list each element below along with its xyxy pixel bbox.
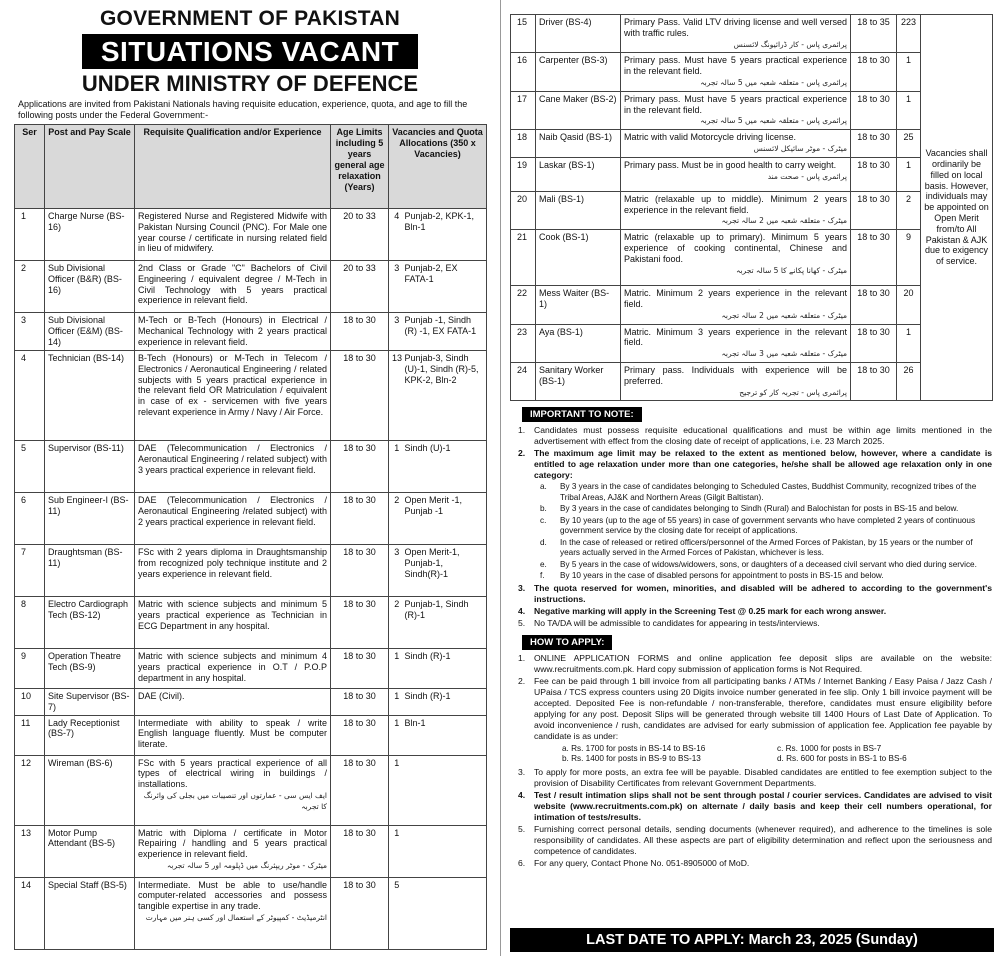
post-serial: 3 [15, 313, 45, 351]
post-vacancies: 3 [389, 261, 405, 313]
post-vacancies: 1 [897, 53, 921, 91]
post-age-limit: 18 to 30 [331, 755, 389, 825]
note-item: 3. The quota reserved for women, minorities, and disabled will be adhered to according to the government's instructions. [518, 582, 992, 604]
post-quota: Sindh (R)-1 [405, 689, 487, 716]
last-date-banner: LAST DATE TO APPLY: March 23, 2025 (Sunday) [510, 928, 994, 952]
post-quota [405, 877, 487, 949]
post-name: Electro Cardiograph Tech (BS-12) [45, 597, 135, 649]
post-quota: Bln-1 [405, 715, 487, 755]
post-quota: Sindh (U)-1 [405, 441, 487, 493]
post-quota: Punjab-3, Sindh (U)-1, Sindh (R)-5, KPK-2, Bln-2 [405, 351, 487, 441]
table-row [15, 493, 487, 545]
post-vacancies: 3 [389, 313, 405, 351]
post-name: Technician (BS-14) [45, 351, 135, 441]
age-relaxation-list [510, 482, 992, 582]
post-vacancies: 223 [897, 15, 921, 53]
post-serial: 4 [15, 351, 45, 441]
post-serial: 20 [511, 191, 536, 229]
post-serial: 2 [15, 261, 45, 313]
post-vacancies: 1 [897, 324, 921, 362]
left-column [14, 6, 486, 950]
fee-schedule [562, 744, 992, 765]
post-serial: 6 [15, 493, 45, 545]
table-row [15, 877, 487, 949]
post-age-limit: 18 to 30 [331, 825, 389, 877]
post-vacancies: 4 [389, 209, 405, 261]
post-age-limit: 18 to 30 [851, 324, 897, 362]
table-row [511, 53, 993, 91]
post-serial: 18 [511, 130, 536, 158]
post-vacancies: 1 [389, 689, 405, 716]
post-name: Cane Maker (BS-2) [536, 91, 621, 129]
post-age-limit: 18 to 30 [331, 597, 389, 649]
post-vacancies: 2 [897, 191, 921, 229]
post-quota: Punjab-1, Sindh (R)-1 [405, 597, 487, 649]
age-relaxation-item: c. By 10 years (up to the age of 55 years) in case of government servants who have completed 2 years of continuous government service by the closing date for receipt of applications. [540, 515, 976, 536]
post-vacancies: 1 [389, 715, 405, 755]
age-relaxation-item: e. By 5 years in the case of widows/widowers, sons, or daughters of a deceased civil servant who died during service. [540, 559, 977, 569]
urdu-translation: میٹرک - متعلقہ شعبہ میں 2 سالہ تجربہ [721, 310, 847, 320]
posts-table-right [510, 14, 993, 401]
post-name: Mess Waiter (BS-1) [536, 286, 621, 324]
apply-item: 2. Fee can be paid through 1 bill invoice from all participating banks / ATMs / Internet Banking / Easy Paisa / Jazz Cash / UPaisa / TCS express counters using 20 Digits invoice number generated in fee slip. Only 1 bill invoice payment will be accepted. Deposited Fee is non-refundable / non-transferable, therefore, candidates must ensure eligibility before applying for any post. Deposit Slips will be generated through website till 1400 Hours of Last Date of Application. To avoid inconvenience / rush, candidates are advised for early submission of application fee. Application fee payable by candidate is as under: [518, 675, 992, 741]
post-vacancies: 1 [389, 441, 405, 493]
post-qualification: Matric. Minimum 3 years experience in the relevant field. میٹرک - متعلقہ شعبہ میں 3 سالہ تجربہ [621, 324, 851, 362]
post-qualification: Primary pass. Must have 5 years practical experience in the relevant field. پرائمری پاس - متعلقہ شعبہ میں 5 سالہ تجربہ [621, 53, 851, 91]
post-name: Supervisor (BS-11) [45, 441, 135, 493]
header-vacancies: Vacancies and Quota Allocations (350 x Vacancies) [389, 125, 487, 209]
post-qualification: FSc with 5 years practical experience of all types of electrical wiring in buildings / installations. ایف ایس سی - عمارتوں اور تنصیبات میں بجلی کی وائرنگ کا تجربہ [135, 755, 331, 825]
table-row [15, 441, 487, 493]
post-quota [405, 825, 487, 877]
post-name: Draughtsman (BS-11) [45, 545, 135, 597]
header-age: Age Limits including 5 years general age relaxation (Years) [331, 125, 389, 209]
post-age-limit: 18 to 30 [331, 313, 389, 351]
post-qualification: Matric with science subjects and minimum 5 years practical experience as Technician in ECG Department in any hospital. [135, 597, 331, 649]
post-name: Charge Nurse (BS-16) [45, 209, 135, 261]
table-row [15, 689, 487, 716]
situations-vacant-banner: SITUATIONS VACANT [82, 34, 418, 69]
important-heading: IMPORTANT TO NOTE: [522, 407, 642, 422]
post-serial: 11 [15, 715, 45, 755]
post-vacancies: 25 [897, 130, 921, 158]
table-row [15, 313, 487, 351]
post-name: Lady Receptionist (BS-7) [45, 715, 135, 755]
note-item: 5. No TA/DA will be admissible to candidates for appearing in tests/interviews. [518, 617, 820, 628]
post-name: Cook (BS-1) [536, 230, 621, 286]
post-age-limit: 18 to 30 [851, 230, 897, 286]
post-qualification: DAE (Telecommunication / Electronics / Aeronautical Engineering /related subject) with 2 years practical experience in relevant field. [135, 493, 331, 545]
post-qualification: Matric with science subjects and minimum 4 years practical experience in O.T / P.O.P department in any hospital. [135, 649, 331, 689]
post-vacancies: 1 [389, 755, 405, 825]
post-serial: 23 [511, 324, 536, 362]
urdu-translation: میٹرک - متعلقہ شعبہ میں 2 سالہ تجربہ [721, 216, 847, 226]
urdu-translation: پرائمری پاس - صحت مند [767, 171, 847, 181]
urdu-translation: میٹرک - کھانا پکانے کا 5 سالہ تجربہ [736, 265, 847, 275]
post-age-limit: 18 to 30 [851, 157, 897, 191]
apply-item: 1. ONLINE APPLICATION FORMS and online application fee deposit slips are available on the website: www.recruitments.com.pk. Hard copy submission of application forms is Not Required. [518, 652, 992, 674]
post-age-limit: 20 to 33 [331, 209, 389, 261]
column-divider [500, 0, 501, 956]
post-vacancies: 1 [389, 825, 405, 877]
post-qualification: DAE (Telecommunication / Electronics / Aeronautical Engineering / related subject) with 3 years practical experience in relevant field. [135, 441, 331, 493]
urdu-translation: میٹرک - موٹر سائیکل لائسنس [753, 143, 847, 153]
post-age-limit: 18 to 30 [851, 91, 897, 129]
age-relaxation-item: a. By 3 years in the case of candidates belonging to Scheduled Castes, Buddhist Community, recognized tribes of the Tribal Areas, AJ&K and Northern Areas (Gilgit Baltistan). [540, 482, 977, 502]
table-row [15, 261, 487, 313]
post-age-limit: 20 to 33 [331, 261, 389, 313]
post-age-limit: 18 to 30 [331, 689, 389, 716]
government-title: GOVERNMENT OF PAKISTAN [100, 7, 400, 30]
post-qualification: Matric with valid Motorcycle driving license. میٹرک - موٹر سائیکل لائسنس [621, 130, 851, 158]
urdu-translation: پرائمری پاس - متعلقہ شعبہ میں 5 سالہ تجربہ [700, 116, 847, 126]
post-serial: 19 [511, 157, 536, 191]
post-vacancies: 1 [389, 649, 405, 689]
post-vacancies: 1 [897, 157, 921, 191]
table-row [15, 545, 487, 597]
post-serial: 14 [15, 877, 45, 949]
post-qualification: Matric (relaxable up to middle). Minimum 2 years experience in the relevant field. میٹرک - متعلقہ شعبہ میں 2 سالہ تجربہ [621, 191, 851, 229]
table-row [15, 351, 487, 441]
table-row [15, 597, 487, 649]
post-qualification: M-Tech or B-Tech (Honours) in Electrical / Mechanical Technology with 2 years practical experience in relevant field. [135, 313, 331, 351]
table-row [511, 15, 993, 53]
post-name: Naib Qasid (BS-1) [536, 130, 621, 158]
post-qualification: Matric (relaxable up to primary). Minimum 5 years experience of cooking continental, Chinese and Pakistani food. میٹرک - کھانا پکانے کا 5 سالہ تجربہ [621, 230, 851, 286]
table-row [511, 286, 993, 324]
post-quota: Open Merit -1, Punjab -1 [405, 493, 487, 545]
post-serial: 7 [15, 545, 45, 597]
post-age-limit: 18 to 30 [331, 715, 389, 755]
post-age-limit: 18 to 30 [851, 191, 897, 229]
header-ser: Ser [15, 125, 45, 209]
post-qualification: FSc with 2 years diploma in Draughtsmanship from recognized poly technique institute and 2 years experience in relevant field. [135, 545, 331, 597]
post-vacancies: 26 [897, 362, 921, 400]
post-quota: Punjab -1, Sindh (R) -1, EX FATA-1 [405, 313, 487, 351]
table-row [15, 755, 487, 825]
post-serial: 24 [511, 362, 536, 400]
post-serial: 16 [511, 53, 536, 91]
age-relaxation-item: d. In the case of released or retired officers/personnel of the Armed Forces of Pakistan, by 15 years or the number of years actually served in the Armed Forces of Pakistan, whichever is less. [540, 537, 973, 558]
table-row [511, 91, 993, 129]
post-serial: 12 [15, 755, 45, 825]
post-serial: 13 [15, 825, 45, 877]
post-name: Special Staff (BS-5) [45, 877, 135, 949]
post-age-limit: 18 to 30 [331, 351, 389, 441]
post-quota: Open Merit-1, Punjab-1, Sindh(R)-1 [405, 545, 487, 597]
post-name: Wireman (BS-6) [45, 755, 135, 825]
post-vacancies: 13 [389, 351, 405, 441]
post-age-limit: 18 to 30 [331, 649, 389, 689]
table-row [15, 715, 487, 755]
post-name: Aya (BS-1) [536, 324, 621, 362]
right-column [510, 14, 992, 869]
note-item: 1. Candidates must possess requisite educational qualifications and must be within age limits mentioned in the advertisement with effect from the closing date of receipt of applications, i.e. 23 March 2025. [518, 425, 992, 447]
post-quota [405, 755, 487, 825]
post-age-limit: 18 to 30 [331, 545, 389, 597]
post-qualification: Intermediate with ability to speak / write English language fluently. Must be computer literate. [135, 715, 331, 755]
post-name: Sub Divisional Officer (E&M) (BS-14) [45, 313, 135, 351]
post-name: Site Supervisor (BS-7) [45, 689, 135, 716]
table-row [15, 649, 487, 689]
post-qualification: Matric. Minimum 2 years experience in the relevant field. میٹرک - متعلقہ شعبہ میں 2 سالہ تجربہ [621, 286, 851, 324]
post-age-limit: 18 to 30 [851, 362, 897, 400]
fee-item: d. Rs. 600 for posts in BS-1 to BS-6 [777, 754, 907, 764]
post-vacancies: 2 [389, 597, 405, 649]
post-age-limit: 18 to 35 [851, 15, 897, 53]
post-serial: 1 [15, 209, 45, 261]
important-notes [510, 425, 992, 629]
post-age-limit: 18 to 30 [331, 877, 389, 949]
post-qualification: Primary pass. Individuals with experience will be preferred. پرائمری پاس - تجربہ کار کو ترجیح [621, 362, 851, 400]
post-quota: Punjab-2, KPK-1, Bln-1 [405, 209, 487, 261]
posts-table-left [14, 124, 487, 950]
post-serial: 22 [511, 286, 536, 324]
apply-item: 5. Furnishing correct personal details, sending documents (whenever required), and adherence to the timelines is sole responsibility of candidates. All these aspects are part of eligibility determination and reflect upon the seriousness and competence of candidates. [518, 823, 992, 856]
table-row [511, 324, 993, 362]
post-serial: 17 [511, 91, 536, 129]
table-row [511, 157, 993, 191]
age-relaxation-item: f. By 10 years in the case of disabled persons for appointment to posts in BS-15 and below. [540, 571, 884, 581]
urdu-translation: میٹرک - متعلقہ شعبہ میں 3 سالہ تجربہ [721, 349, 847, 359]
post-vacancies: 20 [897, 286, 921, 324]
post-serial: 8 [15, 597, 45, 649]
post-vacancies: 2 [389, 493, 405, 545]
post-vacancies: 3 [389, 545, 405, 597]
post-name: Operation Theatre Tech (BS-9) [45, 649, 135, 689]
post-qualification: Registered Nurse and Registered Midwife with Pakistan Nursing Council (PNC). For Male one year course / certificate in nursing related field in lieu of midwifery. [135, 209, 331, 261]
table-header-row [15, 125, 487, 209]
post-name: Laskar (BS-1) [536, 157, 621, 191]
post-vacancies: 1 [897, 91, 921, 129]
note-item: 2. The maximum age limit may be relaxed to the extent as mentioned below, however, where a candidate is entitled to age relaxation under more than one categories, he/she shall be allowed age relaxation only in one category: [518, 448, 992, 481]
post-qualification: 2nd Class or Grade "C" Bachelors of Civil Engineering / equivalent degree / M-Tech in Civil Technology with 5 years practical experience in relevant field. [135, 261, 331, 313]
urdu-translation: پرائمری پاس - تجربہ کار کو ترجیح [739, 387, 847, 397]
header-qualification: Requisite Qualification and/or Experience [135, 125, 331, 209]
post-serial: 15 [511, 15, 536, 53]
ministry-title: UNDER MINISTRY OF DEFENCE [81, 71, 419, 96]
post-name: Carpenter (BS-3) [536, 53, 621, 91]
intro-text: Applications are invited from Pakistani Nationals having requisite education, experience, quota, and age to fill the following posts under the Federal Government:- [18, 99, 468, 120]
note-item: 4. Negative marking will apply in the Screening Test @ 0.25 mark for each wrong answer. [518, 605, 887, 616]
post-name: Sanitary Worker (BS-1) [536, 362, 621, 400]
post-name: Sub Engineer-I (BS-11) [45, 493, 135, 545]
urdu-translation: پرائمری پاس - کار ڈرائیونگ لائسنس [733, 39, 847, 49]
table-row [15, 825, 487, 877]
local-basis-note: Vacancies shall ordinarily be filled on local basis. However, individuals may be appointed on Open Merit from/to All Pakistan & AJK due to exigency of service. [921, 15, 993, 401]
urdu-translation: پرائمری پاس - متعلقہ شعبہ میں 5 سالہ تجربہ [700, 77, 847, 87]
table-row [511, 130, 993, 158]
table-row [511, 191, 993, 229]
header-post: Post and Pay Scale [45, 125, 135, 209]
fee-item: b. Rs. 1400 for posts in BS-9 to BS-13 [562, 754, 701, 764]
post-age-limit: 18 to 30 [331, 493, 389, 545]
urdu-translation: میٹرک - موٹر ریپئرنگ میں ڈپلومہ اور 5 سالہ تجربہ [167, 860, 327, 870]
post-serial: 21 [511, 230, 536, 286]
post-qualification: Primary pass. Must have 5 years practical experience in the relevant field. پرائمری پاس - متعلقہ شعبہ میں 5 سالہ تجربہ [621, 91, 851, 129]
apply-item: 4. Test / result intimation slips shall not be sent through postal / courier services. Candidates are advised to visit website (www.recruitments.com.pk) on alternate / daily basis and keep their cell numbers operational, for intimation of tests/results. [518, 789, 992, 822]
post-qualification: Primary pass. Must be in good health to carry weight. پرائمری پاس - صحت مند [621, 157, 851, 191]
post-serial: 9 [15, 649, 45, 689]
post-name: Sub Divisional Officer (B&R) (BS-16) [45, 261, 135, 313]
post-name: Motor Pump Attendant (BS-5) [45, 825, 135, 877]
how-to-apply-list [510, 653, 992, 869]
age-relaxation-item: b. By 3 years in the case of candidates belonging to Sindh (Rural) and Balochistan for posts in BS-15 and below. [540, 504, 959, 514]
post-qualification: B-Tech (Honours) or M-Tech in Telecom / Electronics / Aeronautical Engineering / related subjects with 5 years practical experience in the relevant field OR Matriculation / equivalent in case of ex - servicemen with five years relevant experience in Army / Navy / Air Force. [135, 351, 331, 441]
table-row [511, 230, 993, 286]
post-quota: Punjab-2, EX FATA-1 [405, 261, 487, 313]
post-qualification: Intermediate. Must be able to use/handle computer-related accessories and possess tangible expertise in any trade. انٹرمیڈیٹ - کمپیوٹر کے استعمال اور کسی ہنر میں مہارت [135, 877, 331, 949]
urdu-translation: انٹرمیڈیٹ - کمپیوٹر کے استعمال اور کسی ہنر میں مہارت [145, 912, 327, 922]
fee-item: c. Rs. 1000 for posts in BS-7 [777, 743, 882, 753]
post-name: Driver (BS-4) [536, 15, 621, 53]
post-serial: 10 [15, 689, 45, 716]
post-qualification: Primary Pass. Valid LTV driving license and well versed with traffic rules. پرائمری پاس - کار ڈرائیونگ لائسنس [621, 15, 851, 53]
post-qualification: DAE (Civil). [135, 689, 331, 716]
how-to-apply-heading: HOW TO APPLY: [522, 635, 612, 650]
urdu-translation: ایف ایس سی - عمارتوں اور تنصیبات میں بجلی کی وائرنگ کا تجربہ [143, 790, 327, 811]
table-row [15, 209, 487, 261]
apply-item: 3. To apply for more posts, an extra fee will be payable. Disabled candidates are entitled to fee exemption subject to the provision of Disability Certificates from relevant Government Departments. [518, 766, 992, 788]
post-serial: 5 [15, 441, 45, 493]
post-qualification: Matric with Diploma / certificate in Motor Repairing / handling and 5 years practical experience in relevant field. میٹرک - موٹر ریپئرنگ میں ڈپلومہ اور 5 سالہ تجربہ [135, 825, 331, 877]
apply-item: 6. For any query, Contact Phone No. 051-8905000 of MoD. [518, 857, 750, 868]
post-quota: Sindh (R)-1 [405, 649, 487, 689]
post-age-limit: 18 to 30 [331, 441, 389, 493]
post-age-limit: 18 to 30 [851, 130, 897, 158]
post-vacancies: 5 [389, 877, 405, 949]
post-age-limit: 18 to 30 [851, 286, 897, 324]
post-name: Mali (BS-1) [536, 191, 621, 229]
table-row [511, 362, 993, 400]
post-vacancies: 9 [897, 230, 921, 286]
fee-item: a. Rs. 1700 for posts in BS-14 to BS-16 [562, 743, 706, 753]
post-age-limit: 18 to 30 [851, 53, 897, 91]
